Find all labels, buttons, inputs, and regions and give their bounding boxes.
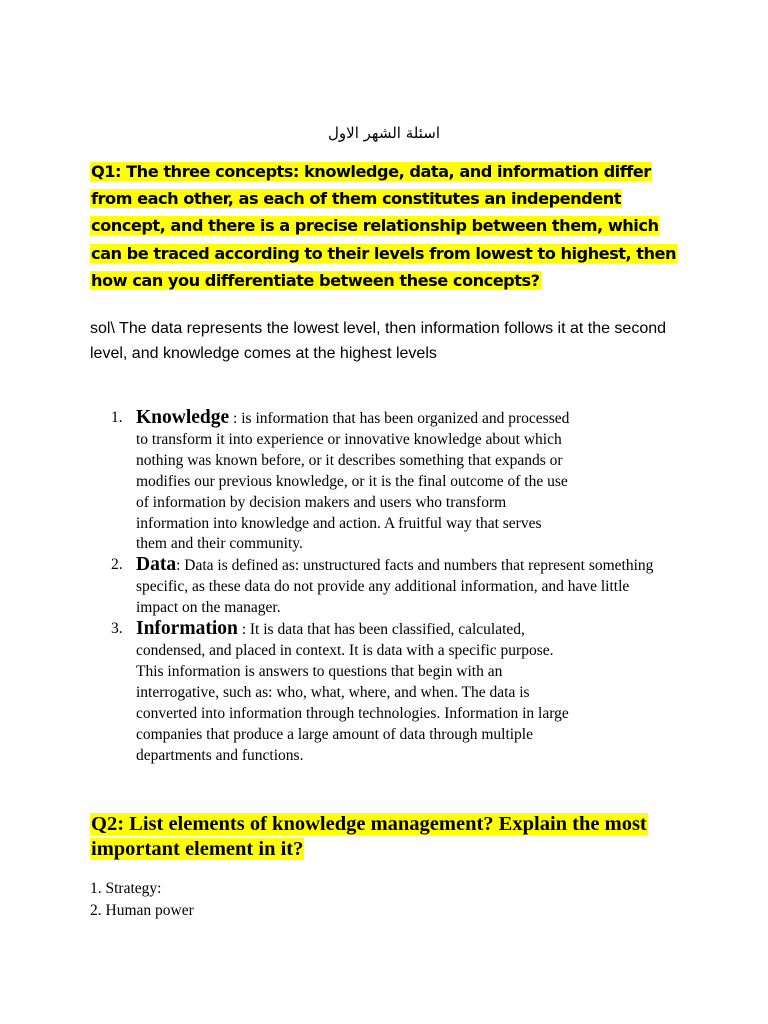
definition-text: : It is data that has been classified, calculated, condensed, and placed in context. It is data with a specific purpose. This information is answers to questions that begin with an interrogative, such as: who, what, where, and when. The data is converted into information through technologies. Information in large companies that produce a large amount of data through multiple departments and functions.: [136, 621, 569, 764]
definition-knowledge: [90, 408, 576, 555]
question-1: [90, 158, 690, 294]
question-1-text: Q1: The three concepts: knowledge, data, and information differ from each other, as each of them constitutes an independent concept, and there is a precise relationship between them, which can be traced according to their levels from lowest to highest, then how can you differentiate between these concepts?: [91, 162, 677, 290]
definition-data: [90, 555, 660, 619]
solution-text: sol\ The data represents the lowest level, then information follows it at the second level, and knowledge comes at the highest levels: [90, 320, 667, 362]
definition-text: : Data is defined as: unstructured facts and numbers that represent something specific, as these data do not provide any additional information, and have little impact on the manager.: [136, 557, 654, 617]
definition-term: Information: [136, 618, 238, 640]
list-number: 2.: [111, 556, 123, 574]
definition-term: Knowledge: [136, 407, 230, 428]
definition-information: [90, 619, 581, 766]
question-2: [90, 812, 690, 862]
definitions-list: [90, 408, 670, 766]
list-number: 1.: [111, 409, 123, 426]
definition-term: Data: [136, 554, 177, 576]
arabic-title: اسئلة الشهر الاول: [328, 124, 440, 142]
list-item: 2. Human power: [90, 902, 194, 919]
elements-list: [90, 878, 194, 922]
question-2-text: Q2: List elements of knowledge management? Explain the most important element in it?: [91, 813, 647, 860]
list-number: 3.: [111, 620, 123, 638]
list-item: 1. Strategy:: [90, 880, 162, 897]
definition-text: : is information that has been organized and processed to transform it into experience or innovative knowledge about which nothing was known before, or it describes something that expands or modifies our previous knowledge, or it is the final outcome of the use of information by decision makers and users who transform information into knowledge and action. A fruitful way that serves them and their community.: [136, 410, 570, 553]
